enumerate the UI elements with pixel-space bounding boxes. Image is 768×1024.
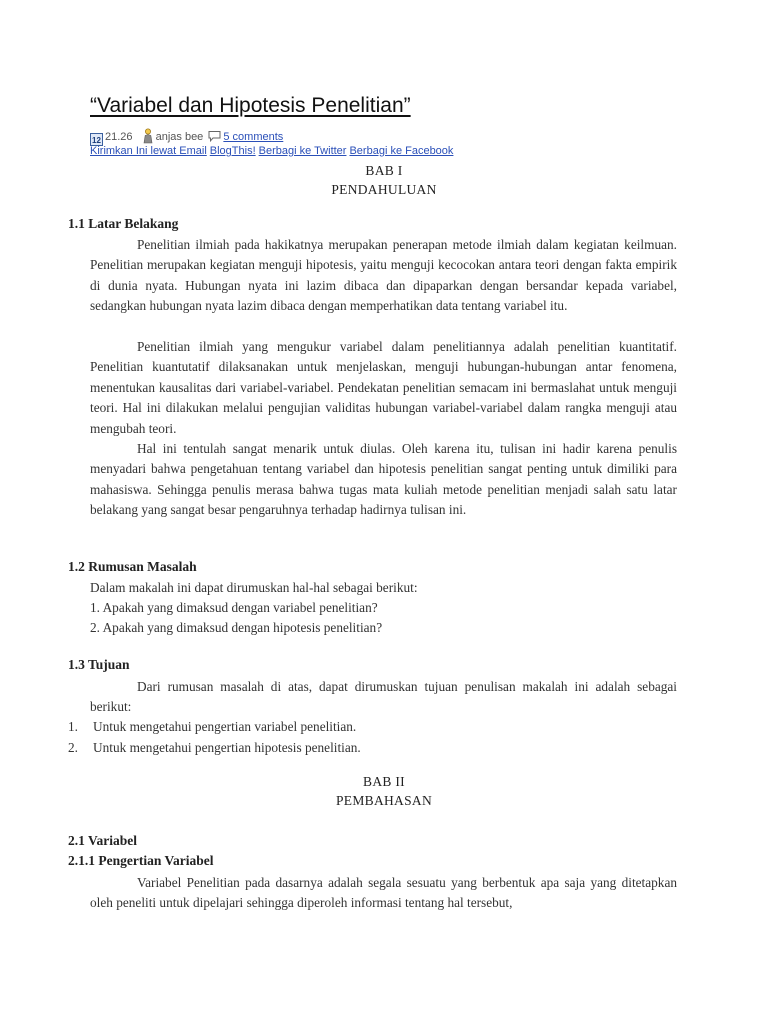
subsection-heading-2-1-1: 2.1.1 Pengertian Variabel <box>68 853 214 868</box>
list-number: 1. <box>68 719 78 734</box>
post-time: 21.26 <box>105 131 133 143</box>
share-twitter-link[interactable]: Berbagi ke Twitter <box>258 145 347 157</box>
bab1-label: BAB I <box>365 163 403 178</box>
rumusan-question-2: 2. Apakah yang dimaksud dengan hipotesis penelitian? <box>90 620 383 635</box>
post-title[interactable]: “Variabel dan Hipotesis Penelitian” <box>90 94 411 117</box>
share-links <box>90 145 456 157</box>
section-heading-2-1: 2.1 Variabel <box>68 833 138 848</box>
bab2-title: PEMBAHASAN <box>335 793 433 808</box>
share-email-link[interactable]: Kirimkan Ini lewat Email <box>90 145 207 157</box>
paragraph: Dari rumusan masalah di atas, dapat dirumuskan tujuan penulisan makalah ini adalah sebagai berikut: <box>90 679 677 715</box>
paragraph: Variabel Penelitian pada dasarnya adalah segala sesuatu yang berbentuk apa saja yang ditetapkan oleh peneliti untuk dipelajari sehingga diperoleh informasi tentang hal tersebut, <box>90 875 677 911</box>
paragraph: Hal ini tentulah sangat menarik untuk diulas. Oleh karena itu, tulisan ini hadir karena penulis menyadari bahwa pengetahuan tentang variabel dan hipotesis penelitian sangat penting untuk dimiliki para mahasiswa. Sehingga penulis merasa bahwa tugas mata kuliah metode penelitian menjadi salah satu latar belakang yang sangat besar pengaruhnya terhadap hadirnya tulisan ini. <box>90 441 677 518</box>
section-heading-1-1: 1.1 Latar Belakang <box>68 216 179 231</box>
bab1-title: PENDAHULUAN <box>331 182 437 197</box>
post-author[interactable]: anjas bee <box>155 131 204 143</box>
section-heading-1-3: 1.3 Tujuan <box>68 657 130 672</box>
list-item: Untuk mengetahui pengertian hipotesis penelitian. <box>93 740 361 755</box>
list-number: 2. <box>68 740 78 755</box>
post-meta <box>90 128 283 146</box>
calendar-icon: 12 <box>90 133 103 146</box>
bab2-label: BAB II <box>363 774 405 789</box>
share-facebook-link[interactable]: Berbagi ke Facebook <box>349 145 454 157</box>
rumusan-intro: Dalam makalah ini dapat dirumuskan hal-hal sebagai berikut: <box>90 580 418 595</box>
comment-icon <box>208 130 221 142</box>
list-item: Untuk mengetahui pengertian variabel penelitian. <box>93 719 357 734</box>
section-heading-1-2: 1.2 Rumusan Masalah <box>68 559 197 574</box>
paragraph: Penelitian ilmiah yang mengukur variabel dalam penelitiannya adalah penelitian kuantitatif. Penelitian kuantutatif dilaksanakan untuk menjelaskan, menguji hubungan-hubungan antar fenomena, menentukan kausalitas dari variabel-variabel. Pendekatan penelitian semacam ini bermaslahat untuk menguji teori. Hal ini dilakukan melalui pengujian validitas hubungan variabel-variabel dalam rangka menguji atau mengubah teori. <box>90 339 677 436</box>
paragraph: Penelitian ilmiah pada hakikatnya merupakan penerapan metode ilmiah dalam kegiatan keilmuan. Penelitian merupakan kegiatan menguji hipotesis, yaitu menguji kecocokan antara teori dengan fakta empirik di dunia nyata. Hubungan nyata ini lazim dibaca dan dipaparkan dengan bersandar kepada variabel, sedangkan hubungan nyata lazim dibaca dengan memperhatikan data tentang variabel itu. <box>90 237 677 314</box>
author-icon <box>142 128 154 144</box>
rumusan-question-1: 1. Apakah yang dimaksud dengan variabel penelitian? <box>90 600 378 615</box>
comments-link[interactable]: 5 comments <box>223 131 284 143</box>
blogthis-link[interactable]: BlogThis! <box>209 145 256 157</box>
